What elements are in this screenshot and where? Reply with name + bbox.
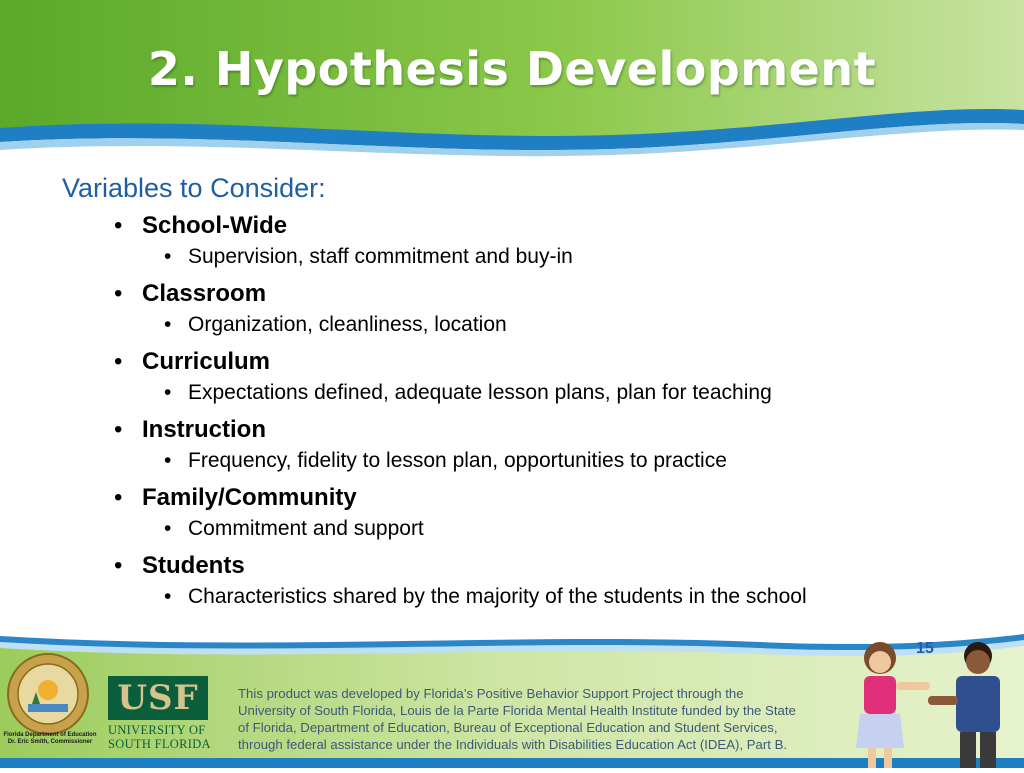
- variable-detail-text: Supervision, staff commitment and buy-in: [188, 245, 573, 268]
- variable-detail: [62, 582, 1002, 612]
- variable-label: Family/Community: [142, 484, 357, 511]
- usf-logo: [108, 676, 214, 751]
- variable-detail-text: Frequency, fidelity to lesson plan, opportunities to practice: [188, 449, 727, 472]
- variables-heading: Variables to Consider:: [62, 173, 326, 203]
- bullet-icon: •: [114, 280, 123, 307]
- seal-caption-line: Dr. Eric Smith, Commissioner: [7, 739, 93, 745]
- seal-caption-line: Florida Department of Education: [3, 732, 97, 738]
- disclaimer-line: University of South Florida, Louis de la Parte Florida Mental Health Institute funded by the State: [238, 703, 796, 718]
- page-number: 15: [916, 640, 934, 657]
- slide-title: 2. Hypothesis Development: [147, 42, 877, 96]
- variable-label: Students: [142, 552, 245, 579]
- usf-logo-mark: USF: [108, 676, 208, 720]
- bullet-icon: •: [164, 517, 172, 540]
- variable-item: [62, 482, 1002, 514]
- usf-name: [108, 723, 214, 751]
- florida-seal-icon: [6, 652, 90, 736]
- variable-detail-text: Organization, cleanliness, location: [188, 313, 507, 336]
- variable-label: Curriculum: [142, 348, 271, 375]
- variable-detail-text: Expectations defined, adequate lesson plans, plan for teaching: [188, 381, 772, 404]
- usf-name-line: UNIVERSITY OF: [108, 723, 206, 737]
- variable-item: [62, 346, 1002, 378]
- bullet-icon: •: [164, 245, 172, 268]
- variable-detail: [62, 378, 1002, 408]
- variable-item: [62, 550, 1002, 582]
- slide-content: [62, 168, 1002, 618]
- usf-name-line: SOUTH FLORIDA: [108, 737, 211, 751]
- disclaimer-line: of Florida, Department of Education, Bureau of Exceptional Education and Student Services,: [238, 720, 778, 735]
- bullet-icon: •: [114, 212, 123, 239]
- variable-detail-text: Characteristics shared by the majority of the students in the school: [188, 585, 807, 608]
- variable-detail: [62, 310, 1002, 340]
- bullet-icon: •: [164, 449, 172, 472]
- variable-label: Instruction: [142, 416, 266, 443]
- variable-detail-text: Commitment and support: [188, 517, 424, 540]
- bullet-icon: •: [114, 484, 123, 511]
- bullet-icon: •: [164, 381, 172, 404]
- funding-disclaimer: [238, 685, 838, 753]
- bullet-icon: •: [114, 348, 123, 375]
- variable-item: [62, 210, 1002, 242]
- bullet-icon: •: [114, 552, 123, 579]
- variable-label: School-Wide: [142, 212, 288, 239]
- disclaimer-line: through federal assistance under the Individuals with Disabilities Education Act (IDEA), Part B.: [238, 737, 788, 752]
- variable-detail: [62, 446, 1002, 476]
- variable-detail: [62, 514, 1002, 544]
- seal-caption: [0, 732, 100, 746]
- children-photo-icon: [842, 636, 1024, 768]
- bullet-icon: •: [114, 416, 123, 443]
- disclaimer-line: This product was developed by Florida’s Positive Behavior Support Project through the: [238, 686, 744, 701]
- variable-label: Classroom: [142, 280, 267, 307]
- bullet-icon: •: [164, 313, 172, 336]
- bullet-icon: •: [164, 585, 172, 608]
- variable-item: [62, 278, 1002, 310]
- variable-detail: [62, 242, 1002, 272]
- variable-item: [62, 414, 1002, 446]
